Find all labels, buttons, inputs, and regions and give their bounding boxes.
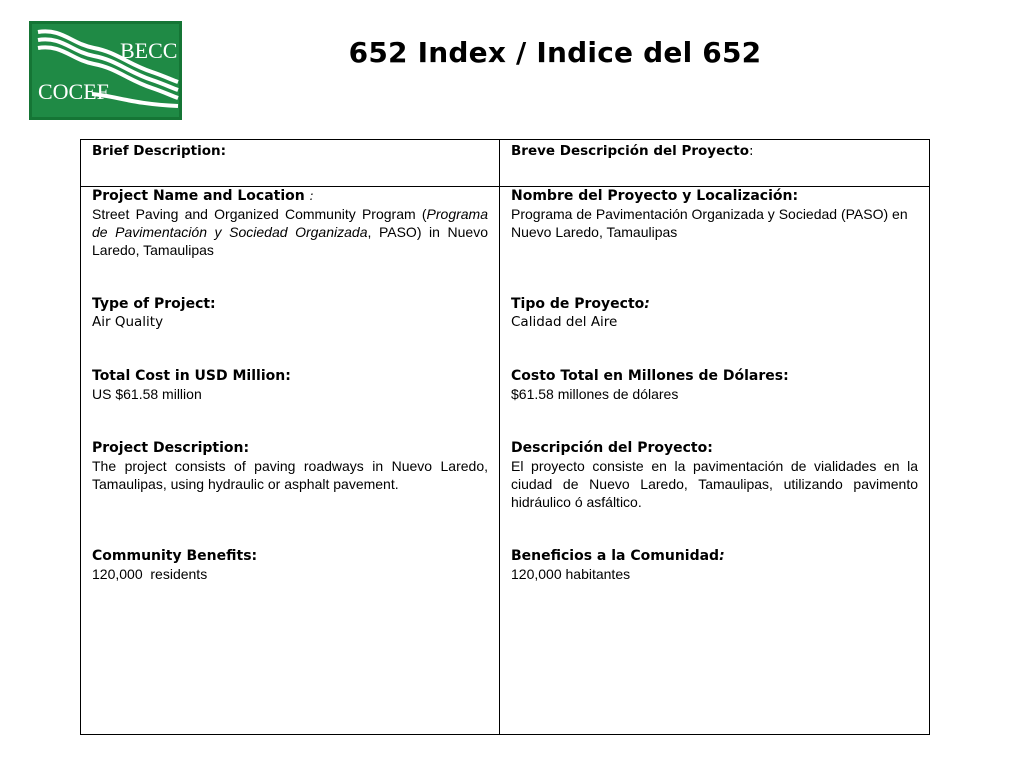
community-benefits-label: Community Benefits: (92, 548, 258, 564)
english-column (81, 187, 500, 735)
project-type-value: Air Quality (92, 314, 164, 330)
header-english: Brief Description: (92, 143, 227, 159)
logo-text-becc: BECC (120, 38, 178, 63)
beneficios-comunidad-label: Beneficios a la Comunidad: (511, 548, 725, 564)
project-description-value: The project consists of paving roadways in Nuevo Laredo, Tamaulipas, using hydraulic or asphalt pavement. (92, 458, 488, 492)
total-cost-value: US $61.58 million (92, 386, 202, 402)
project-name-label: Project Name and Location : (92, 188, 314, 204)
nombre-proyecto-label: Nombre del Proyecto y Localización: (511, 188, 799, 204)
spanish-column (500, 187, 930, 735)
beneficios-comunidad-value: 120,000 habitantes (511, 566, 631, 582)
community-benefits-value: 120,000 residents (92, 566, 208, 582)
table-header-row (81, 140, 930, 187)
project-description-label: Project Description: (92, 440, 250, 456)
becc-cocef-logo (29, 21, 182, 120)
tipo-proyecto-value: Calidad del Aire (511, 314, 618, 330)
project-table (80, 139, 930, 735)
table-body-row (81, 187, 930, 735)
descripcion-proyecto-value: El proyecto consiste en la pavimentación de vialidades en la ciudad de Nuevo Laredo, Tamaulipas, utilizando pavimento hidráulico ó asfáltico. (511, 458, 918, 510)
header-cell-english (81, 140, 500, 187)
costo-total-value: $61.58 millones de dólares (511, 386, 679, 402)
wave-logo-icon (32, 24, 179, 117)
project-type-label: Type of Project: (92, 296, 216, 312)
page-title: 652 Index / Indice del 652 (348, 36, 762, 69)
project-name-value: Street Paving and Organized Community Program (Programa de Pavimentación y Sociedad Organizada, PASO) in Nuevo Laredo, Tamaulipas (92, 206, 489, 258)
descripcion-proyecto-label: Descripción del Proyecto: (511, 440, 713, 456)
header-spanish: Breve Descripción del Proyecto: (511, 143, 754, 159)
logo-text-cocef: COCEF (38, 79, 109, 104)
tipo-proyecto-label: Tipo de Proyecto: (511, 296, 650, 312)
header-cell-spanish (500, 140, 930, 187)
nombre-proyecto-value: Programa de Pavimentación Organizada y Sociedad (PASO) en Nuevo Laredo, Tamaulipas (511, 206, 908, 240)
costo-total-label: Costo Total en Millones de Dólares: (511, 368, 789, 384)
total-cost-label: Total Cost in USD Million: (92, 368, 291, 384)
